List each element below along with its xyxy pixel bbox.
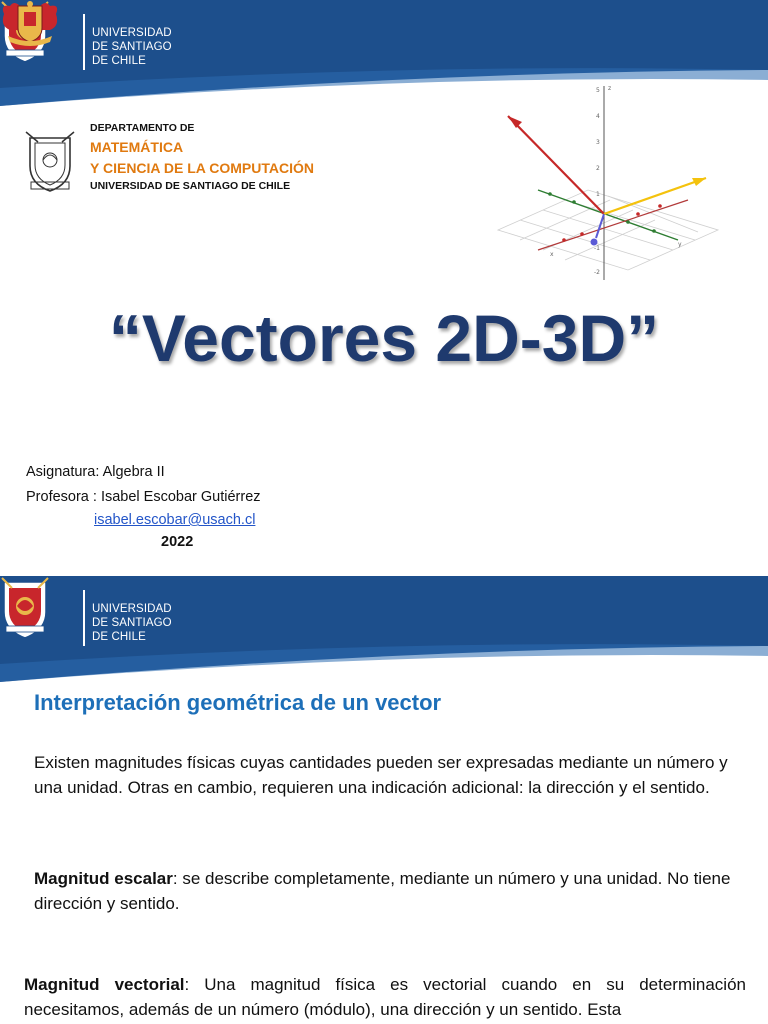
logo-separator — [83, 14, 85, 70]
department-line-2: MATEMÁTICA — [90, 139, 184, 155]
slide-2-header — [0, 576, 768, 686]
university-line-3: DE CHILE — [92, 55, 146, 67]
university-line-1: UNIVERSIDAD — [92, 27, 172, 39]
subject-line: Asignatura: Algebra II — [26, 464, 165, 480]
year-label: 2022 — [161, 534, 194, 550]
university-name-2 — [92, 602, 172, 644]
z-tick-5: 5 — [596, 87, 600, 94]
coat-of-arms-icon — [0, 0, 60, 46]
university-line-1: UNIVERSIDAD — [92, 603, 172, 615]
z-tick-minus-1: -1 — [594, 245, 600, 252]
department-line-4: UNIVERSIDAD DE SANTIAGO DE CHILE — [90, 180, 291, 192]
z-tick-2: 2 — [596, 165, 600, 172]
university-name — [92, 26, 172, 68]
slide-gap — [0, 558, 768, 576]
z-tick-1: 1 — [596, 191, 600, 198]
slide-2 — [0, 576, 768, 1024]
vector-paragraph — [24, 972, 746, 1022]
z-tick-3: 3 — [596, 139, 600, 146]
department-title-block — [90, 122, 314, 192]
section-heading: Interpretación geométrica de un vector — [34, 690, 442, 715]
vector-3d-graph — [478, 80, 740, 280]
intro-paragraph: Existen magnitudes físicas cuyas cantidades pueden ser expresadas mediante un número y una unidad. Otras en cambio, requieren una indicación adicional: la dirección y el sentido. — [34, 753, 728, 797]
university-line-3: DE CHILE — [92, 631, 146, 643]
university-line-2: DE SANTIAGO — [92, 617, 172, 629]
department-logo — [24, 128, 76, 194]
z-axis-label: z — [608, 85, 612, 92]
z-tick-4: 4 — [596, 113, 600, 120]
department-line-3: Y CIENCIA DE LA COMPUTACIÓN — [90, 160, 315, 176]
scalar-term: Magnitud escalar — [34, 869, 173, 888]
logo-separator-2 — [83, 590, 85, 646]
x-axis-label: x — [550, 251, 554, 258]
slide-title: “Vectores 2D-3D” — [108, 301, 660, 375]
email-link[interactable]: isabel.escobar@usach.cl — [94, 512, 256, 528]
usach-shield-logo-2 — [0, 576, 50, 640]
vector-text: : Una magnitud física es vectorial cuando en su determinación necesitamos, además de un número (módulo), una dirección y un sentido. Esta — [24, 975, 746, 1019]
z-tick-minus-2: -2 — [594, 269, 600, 276]
vector-term: Magnitud vectorial — [24, 975, 185, 994]
teacher-line: Profesora : Isabel Escobar Gutiérrez — [26, 489, 261, 505]
university-line-2: DE SANTIAGO — [92, 41, 172, 53]
scalar-text: : se describe completamente, mediante un número y una unidad. No tiene dirección y sentido. — [34, 869, 731, 913]
scalar-paragraph — [34, 866, 744, 916]
department-line-1: DEPARTAMENTO DE — [90, 122, 195, 134]
y-axis-label: y — [678, 241, 682, 248]
